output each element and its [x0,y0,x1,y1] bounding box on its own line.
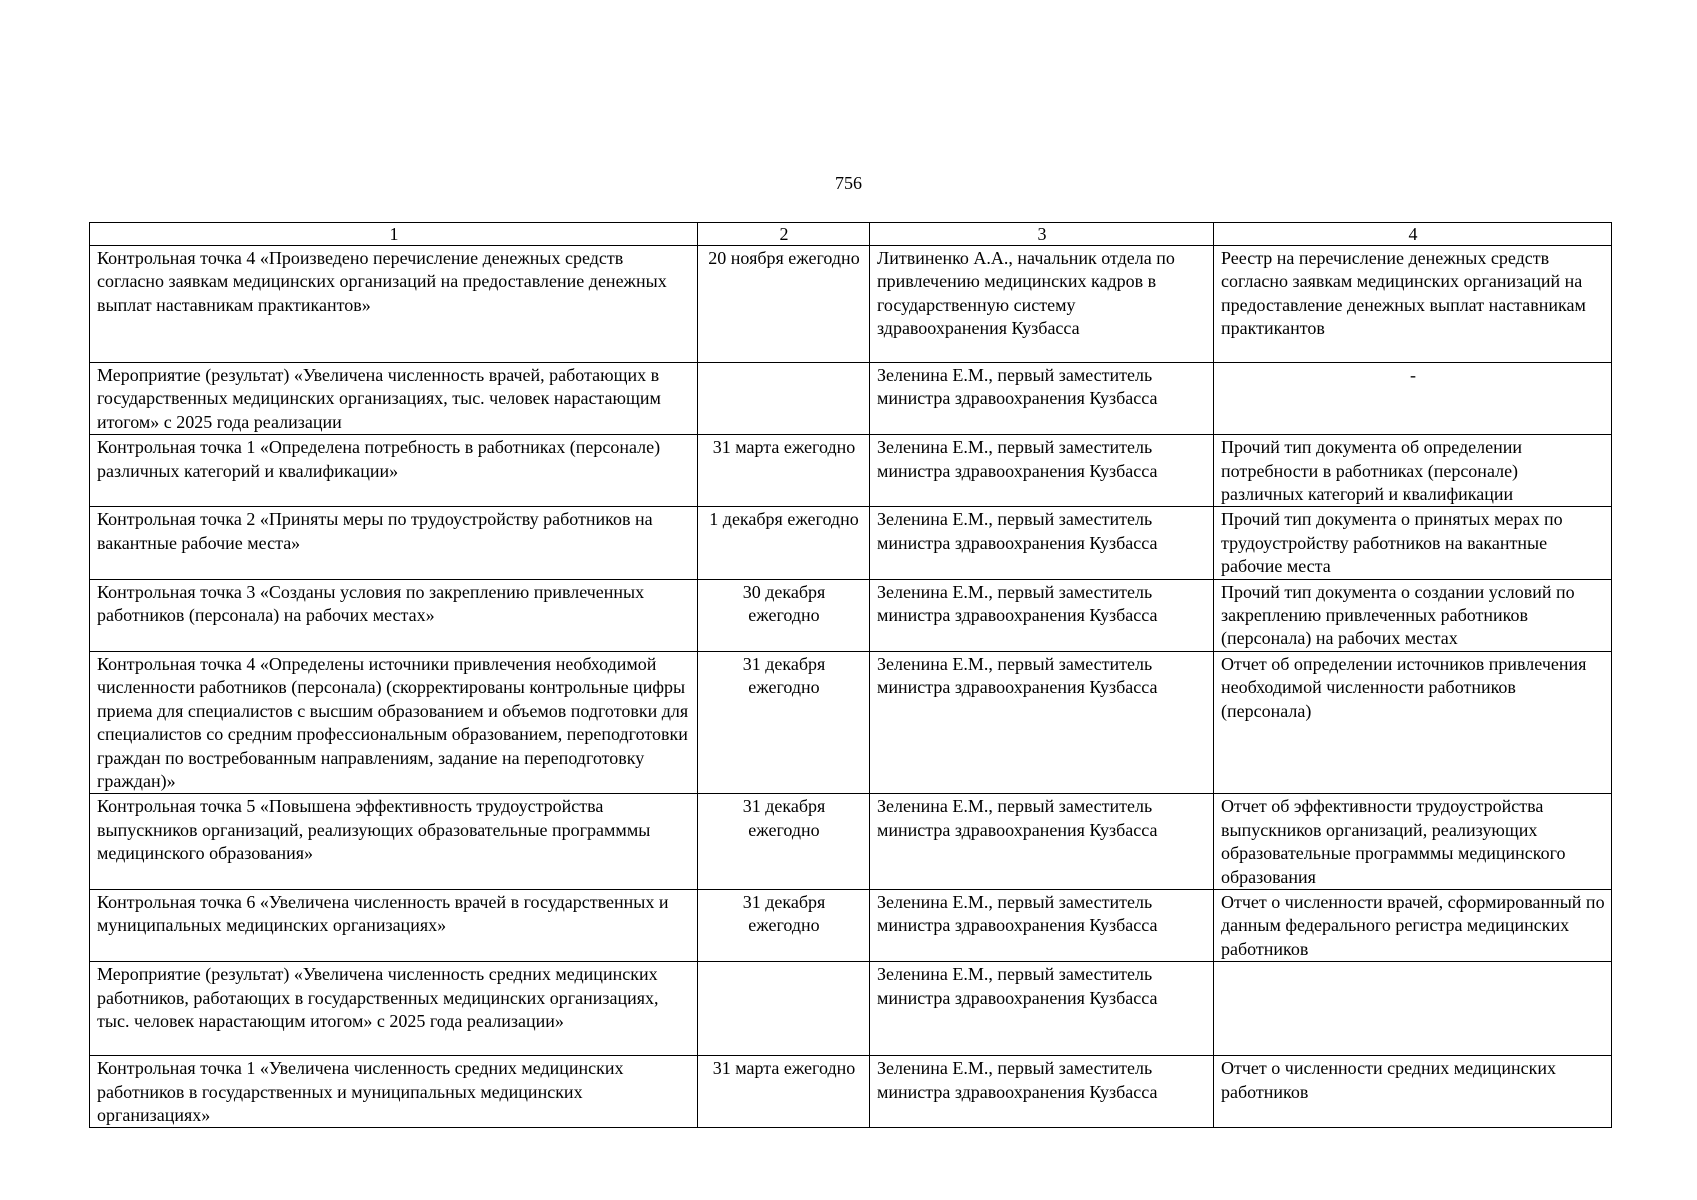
table-row [90,579,1612,651]
cell-name: Контрольная точка 2 «Приняты меры по трудоустройству работников на вакантные рабочие места» [90,507,698,579]
cell-document: Реестр на перечисление денежных средств согласно заявкам медицинских организаций на предоставление денежных выплат наставникам практикантов [1214,246,1612,363]
table-row [90,962,1612,1056]
control-points-table [89,222,1612,1128]
cell-date: 31 декабря ежегодно [698,889,870,961]
cell-responsible: Зеленина Е.М., первый заместитель министра здравоохранения Кузбасса [870,507,1214,579]
cell-date: 31 марта ежегодно [698,1056,870,1128]
table-header-row [90,223,1612,246]
cell-name: Контрольная точка 6 «Увеличена численность врачей в государственных и муниципальных медицинских организациях» [90,889,698,961]
cell-date [698,962,870,1056]
table-row [90,1056,1612,1128]
cell-document: Прочий тип документа о создании условий по закреплению привлеченных работников (персонала) на рабочих местах [1214,579,1612,651]
cell-document: Отчет о численности средних медицинских работников [1214,1056,1612,1128]
table-row [90,794,1612,890]
column-header: 3 [870,223,1214,246]
cell-date: 1 декабря ежегодно [698,507,870,579]
cell-name: Контрольная точка 4 «Определены источники привлечения необходимой численности работников (персонала) (скорректированы контрольные цифры приема для специалистов с высшим образованием и объемов подготовки для специалистов со средним профессиональным образованием, переподготовки граждан по востребованным направлениям, задание на переподготовку граждан)» [90,651,698,793]
cell-responsible: Литвиненко А.А., начальник отдела по привлечению медицинских кадров в государственную систему здравоохранения Кузбасса [870,246,1214,363]
column-header: 1 [90,223,698,246]
cell-name: Контрольная точка 4 «Произведено перечисление денежных средств согласно заявкам медицинских организаций на предоставление денежных выплат наставникам практикантов» [90,246,698,363]
cell-date [698,363,870,435]
cell-responsible: Зеленина Е.М., первый заместитель министра здравоохранения Кузбасса [870,889,1214,961]
table-row [90,651,1612,793]
table-row [90,507,1612,579]
cell-date: 30 декабря ежегодно [698,579,870,651]
cell-document [1214,962,1612,1056]
cell-document: Прочий тип документа об определении потребности в работниках (персонале) различных категорий и квалификации [1214,435,1612,507]
cell-name: Мероприятие (результат) «Увеличена численность средних медицинских работников, работающих в государственных медицинских организациях, тыс. человек нарастающим итогом» с 2025 года реализации» [90,962,698,1056]
cell-document: Отчет об определении источников привлечения необходимой численности работников (персонала) [1214,651,1612,793]
page-number: 756 [835,173,862,193]
cell-document: Отчет о численности врачей, сформированный по данным федерального регистра медицинских работников [1214,889,1612,961]
table-row [90,889,1612,961]
cell-responsible: Зеленина Е.М., первый заместитель министра здравоохранения Кузбасса [870,651,1214,793]
cell-document: Отчет об эффективности трудоустройства выпускников организаций, реализующих образовательные программмы медицинского образования [1214,794,1612,890]
cell-responsible: Зеленина Е.М., первый заместитель министра здравоохранения Кузбасса [870,363,1214,435]
cell-name: Контрольная точка 5 «Повышена эффективность трудоустройства выпускников организаций, реализующих образовательные программмы медицинского образования» [90,794,698,890]
table-row [90,246,1612,363]
cell-name: Мероприятие (результат) «Увеличена численность врачей, работающих в государственных медицинских организациях, тыс. человек нарастающим итогом» с 2025 года реализации [90,363,698,435]
cell-name: Контрольная точка 1 «Увеличена численность средних медицинских работников в государственных и муниципальных медицинских организациях» [90,1056,698,1128]
cell-responsible: Зеленина Е.М., первый заместитель министра здравоохранения Кузбасса [870,1056,1214,1128]
table-row [90,363,1612,435]
cell-document: Прочий тип документа о принятых мерах по трудоустройству работников на вакантные рабочие места [1214,507,1612,579]
cell-responsible: Зеленина Е.М., первый заместитель министра здравоохранения Кузбасса [870,794,1214,890]
cell-responsible: Зеленина Е.М., первый заместитель министра здравоохранения Кузбасса [870,435,1214,507]
cell-responsible: Зеленина Е.М., первый заместитель министра здравоохранения Кузбасса [870,579,1214,651]
cell-date: 31 декабря ежегодно [698,651,870,793]
cell-responsible: Зеленина Е.М., первый заместитель министра здравоохранения Кузбасса [870,962,1214,1056]
cell-name: Контрольная точка 1 «Определена потребность в работниках (персонале) различных категорий и квалификации» [90,435,698,507]
cell-date: 31 марта ежегодно [698,435,870,507]
cell-date: 31 декабря ежегодно [698,794,870,890]
table-row [90,435,1612,507]
column-header: 2 [698,223,870,246]
cell-date: 20 ноября ежегодно [698,246,870,363]
cell-name: Контрольная точка 3 «Созданы условия по закреплению привлеченных работников (персонала) на рабочих местах» [90,579,698,651]
cell-document: - [1214,363,1612,435]
column-header: 4 [1214,223,1612,246]
